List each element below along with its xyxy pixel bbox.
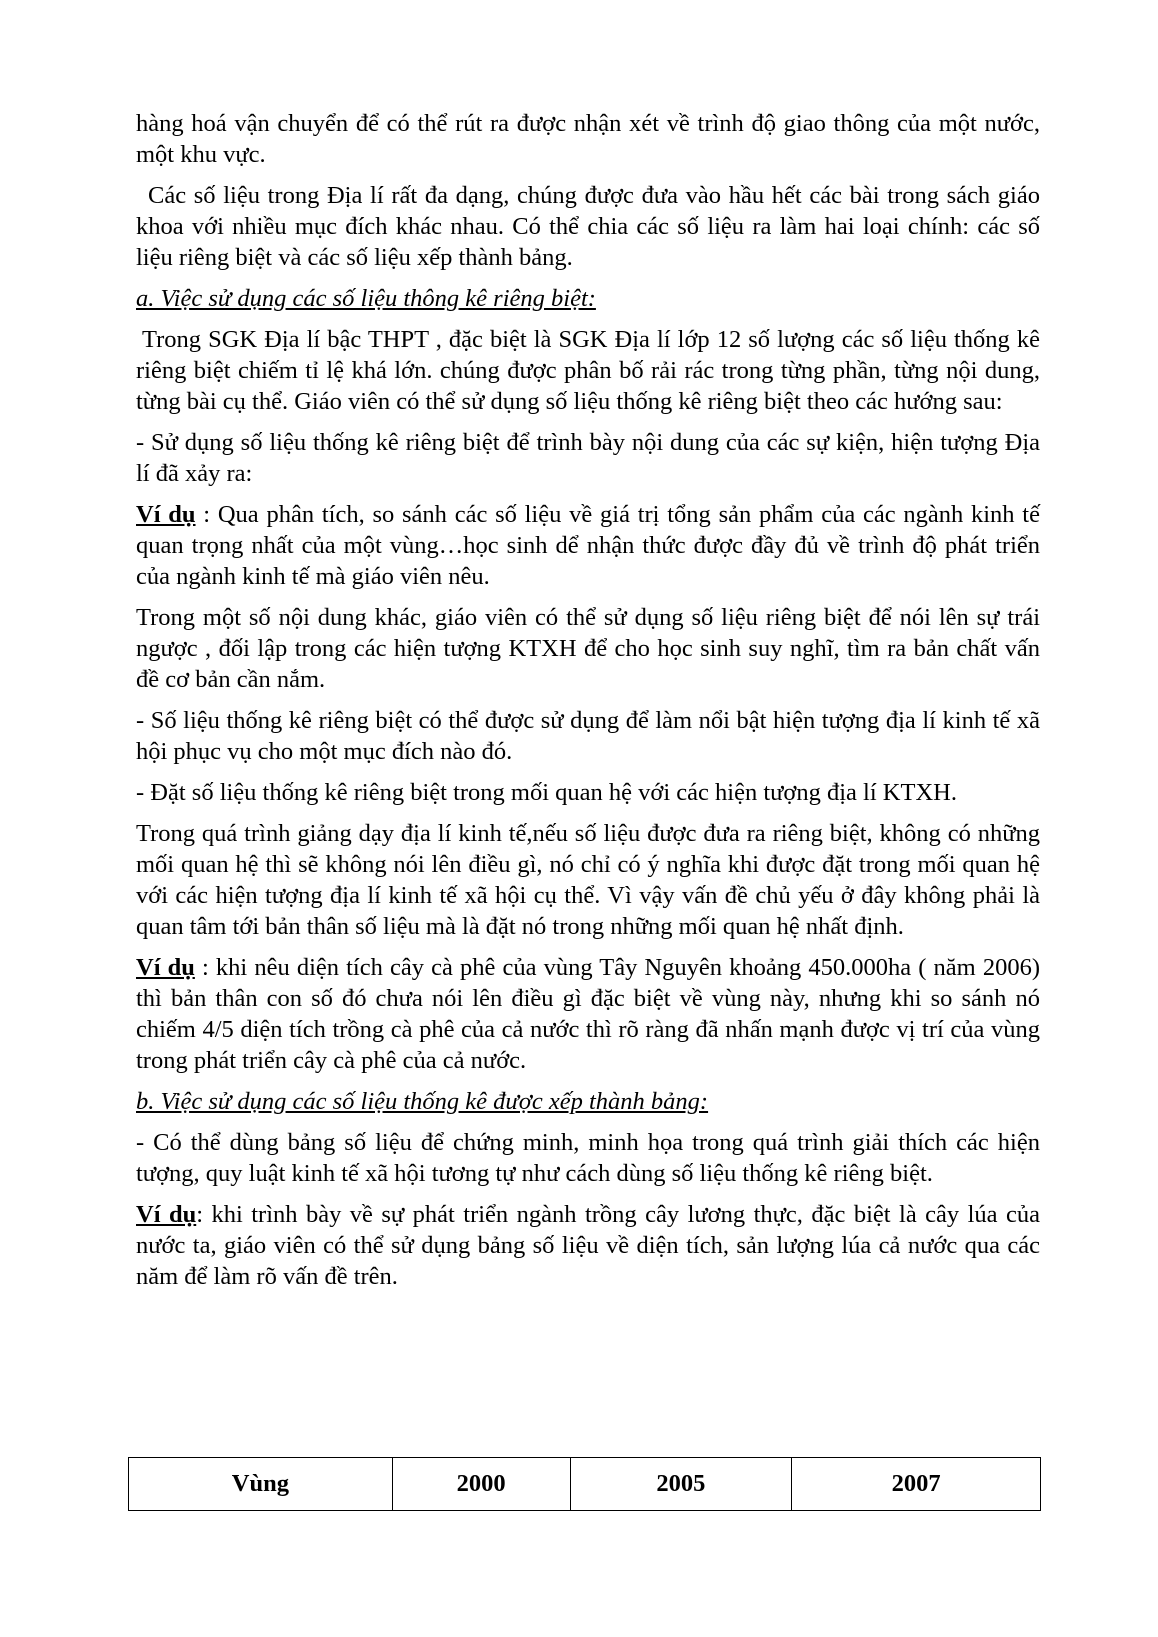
example-label: Ví dụ bbox=[136, 1201, 197, 1228]
paragraph-contrast: Trong một số nội dung khác, giáo viên có thể sử dụng số liệu riêng biệt để nói lên sự trái ngược , đối lập trong các hiện tượng KTXH để cho học sinh suy nghĩ, tìm ra bản chất vấn đề cơ bản cần nắm. bbox=[136, 604, 1040, 693]
example-1 bbox=[136, 499, 1040, 592]
bullet-table-usage: - Có thể dùng bảng số liệu để chứng minh, minh họa trong quá trình giải thích các hiện tượng, quy luật kinh tế xã hội tương tự như cách dùng số liệu thống kê riêng biệt. bbox=[136, 1129, 1040, 1187]
header-cell-region: Vùng bbox=[129, 1458, 393, 1511]
rice-data-table bbox=[128, 1457, 1041, 1511]
document-body bbox=[136, 108, 1040, 1302]
paragraph-context: Trong quá trình giảng dạy địa lí kinh tế,nếu số liệu được đưa ra riêng biệt, không có những mối quan hệ thì sẽ không nói lên điều gì, nó chỉ có ý nghĩa khi được đặt trong mối quan hệ với các hiện tượng địa lí kinh tế xã hội cụ thể. Vì vậy vấn đề chủ yếu ở đây không phải là quan tâm tới bản thân số liệu mà là đặt nó trong những mối quan hệ nhất định. bbox=[136, 820, 1040, 940]
section-heading-a: a. Việc sử dụng các số liệu thông kê riêng biệt: bbox=[136, 285, 596, 312]
example-label: Ví dụ bbox=[136, 954, 195, 981]
header-cell-2005: 2005 bbox=[570, 1458, 792, 1511]
paragraph-continuation: hàng hoá vận chuyển để có thể rút ra được nhận xét về trình độ giao thông của một nước, một khu vực. bbox=[136, 110, 1040, 168]
table-header-row bbox=[129, 1458, 1041, 1511]
example-2 bbox=[136, 952, 1040, 1076]
example-label: Ví dụ bbox=[136, 501, 196, 528]
example-3 bbox=[136, 1199, 1040, 1292]
paragraph-data-types: Các số liệu trong Địa lí rất đa dạng, chúng được đưa vào hầu hết các bài trong sách giáo khoa với nhiều mục đích khác nhau. Có thể chia các số liệu ra làm hai loại chính: các số liệu riêng biệt và các số liệu xếp thành bảng. bbox=[136, 182, 1040, 271]
bullet-present-events: - Sử dụng số liệu thống kê riêng biệt để trình bày nội dung của các sự kiện, hiện tượng Địa lí đã xảy ra: bbox=[136, 429, 1040, 487]
section-heading-b: b. Việc sử dụng các số liệu thống kê được xếp thành bảng: bbox=[136, 1088, 709, 1115]
header-cell-2000: 2000 bbox=[392, 1458, 570, 1511]
example-text: : Qua phân tích, so sánh các số liệu về giá trị tổng sản phẩm của các ngành kinh tế quan trọng nhất của một vùng…học sinh dể nhận thức được đầy đủ về trình độ phát triển của ngành kinh tế mà giáo viên nêu. bbox=[136, 501, 1040, 590]
header-cell-2007: 2007 bbox=[792, 1458, 1041, 1511]
example-text: : khi trình bày về sự phát triển ngành trồng cây lương thực, đặc biệt là cây lúa của nước ta, giáo viên có thể sử dụng bảng số liệu về diện tích, sản lượng lúa cả nước qua các năm để làm rõ vấn đề trên. bbox=[136, 1201, 1040, 1290]
bullet-highlight-phenomena: - Số liệu thống kê riêng biệt có thể được sử dụng để làm nổi bật hiện tượng địa lí kinh tế xã hội phục vụ cho một mục đích nào đó. bbox=[136, 707, 1040, 765]
example-text: : khi nêu diện tích cây cà phê của vùng Tây Nguyên khoảng 450.000ha ( năm 2006) thì bản thân con số đó chưa nói lên điều gì đặc biệt về vùng này, nhưng khi so sánh nó chiếm 4/5 diện tích trồng cà phê của cả nước thì rõ ràng đã nhấn mạnh được vị trí của vùng trong phát triển cây cà phê của cả nước. bbox=[136, 954, 1040, 1074]
bullet-relationships: - Đặt số liệu thống kê riêng biệt trong mối quan hệ với các hiện tượng địa lí KTXH. bbox=[136, 779, 957, 806]
paragraph-sgk-statistics: Trong SGK Địa lí bậc THPT , đặc biệt là SGK Địa lí lớp 12 số lượng các số liệu thống kê riêng biệt chiếm tỉ lệ khá lớn. chúng được phân bố rải rác trong từng phần, từng nội dung, từng bài cụ thể. Giáo viên có thể sử dụng số liệu thống kê riêng biệt theo các hướng sau: bbox=[136, 326, 1040, 415]
